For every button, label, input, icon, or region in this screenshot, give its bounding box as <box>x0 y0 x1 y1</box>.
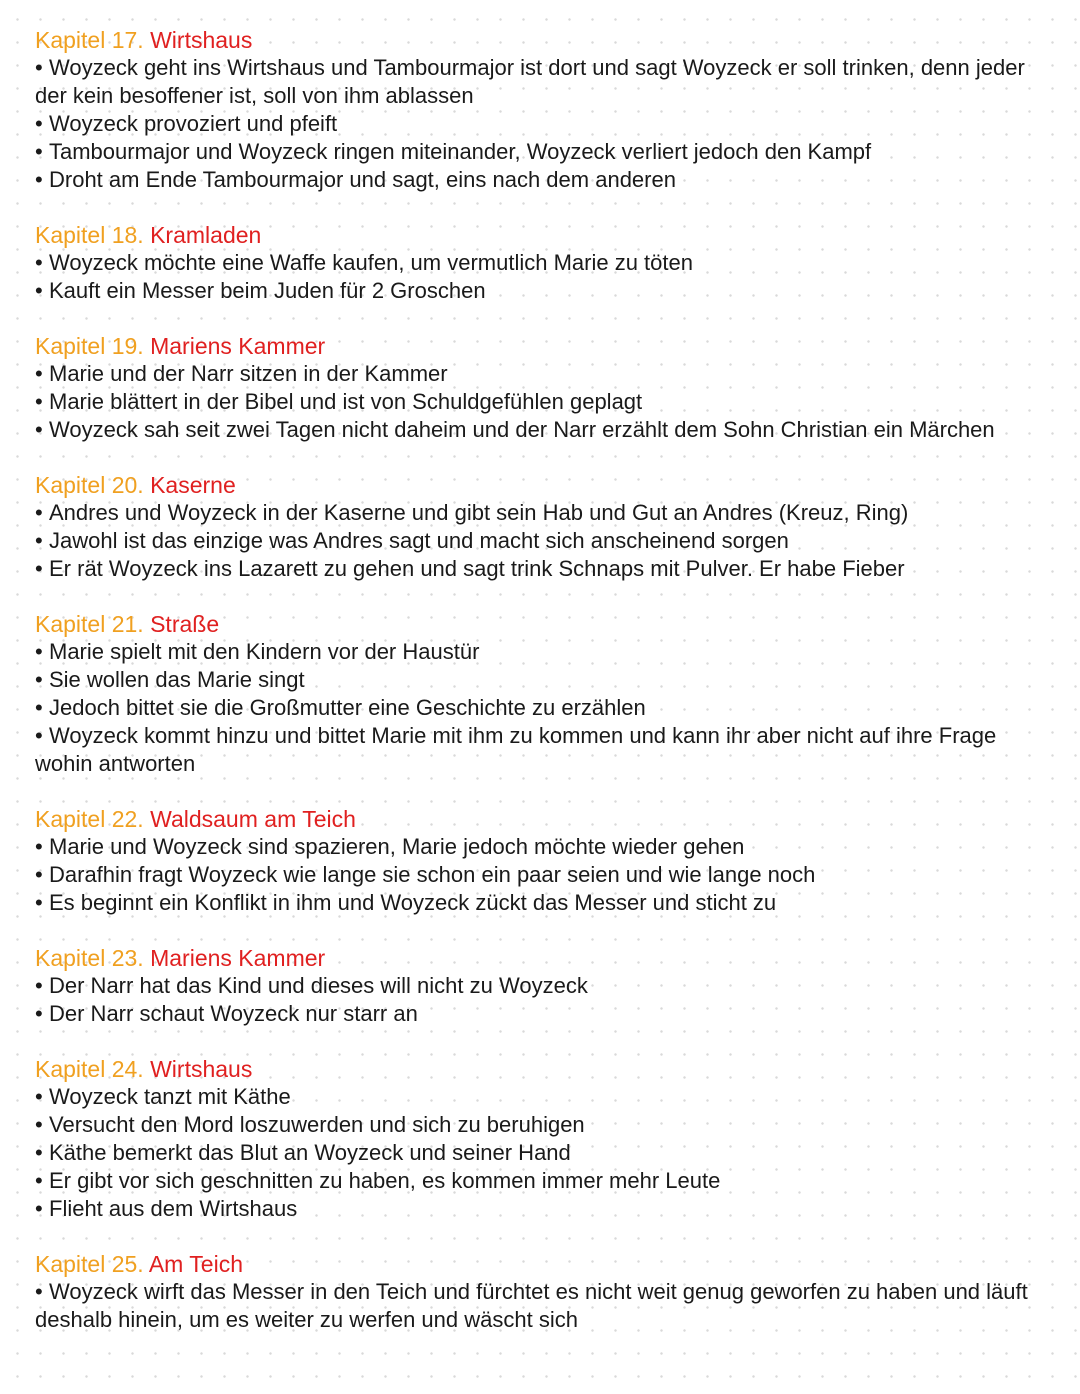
chapter-title: Straße <box>150 611 220 637</box>
bullet-item <box>35 722 1045 778</box>
bullet-item <box>35 638 1045 666</box>
bullet-item <box>35 1083 1045 1111</box>
bullet-item <box>35 833 1045 861</box>
bullet-dot: • <box>35 389 43 414</box>
chapter-title: Mariens Kammer <box>150 333 326 359</box>
bullet-list <box>35 249 1045 305</box>
bullet-dot: • <box>35 695 43 720</box>
chapter-number: Kapitel 23. <box>35 945 144 971</box>
bullet-text: Woyzeck wirft das Messer in den Teich und fürchtet es nicht weit genug geworfen zu haben und läuft deshalb hinein, um es weiter zu werfen und wäscht sich <box>35 1279 1028 1332</box>
bullet-text: Flieht aus dem Wirtshaus <box>49 1196 298 1221</box>
chapter-title: Am Teich <box>148 1251 243 1277</box>
bullet-dot: • <box>35 1001 43 1026</box>
chapter-section <box>35 221 1045 305</box>
bullet-text: Woyzeck geht ins Wirtshaus und Tambourmajor ist dort und sagt Woyzeck er soll trinken, denn jeder der kein besoffener ist, soll von ihm ablassen <box>35 55 1025 108</box>
bullet-dot: • <box>35 1140 43 1165</box>
chapter-section <box>35 332 1045 444</box>
bullet-list <box>35 833 1045 917</box>
bullet-text: Jedoch bittet sie die Großmutter eine Geschichte zu erzählen <box>49 695 646 720</box>
bullet-dot: • <box>35 667 43 692</box>
bullet-text: Der Narr hat das Kind und dieses will nicht zu Woyzeck <box>49 973 588 998</box>
bullet-list <box>35 499 1045 583</box>
bullet-list <box>35 1278 1045 1334</box>
bullet-list <box>35 360 1045 444</box>
chapter-title: Mariens Kammer <box>150 945 326 971</box>
bullet-dot: • <box>35 973 43 998</box>
chapter-heading <box>35 805 1045 833</box>
bullet-item <box>35 1000 1045 1028</box>
chapter-heading <box>35 26 1045 54</box>
bullet-dot: • <box>35 890 43 915</box>
chapter-section <box>35 1250 1045 1334</box>
chapter-section <box>35 944 1045 1028</box>
bullet-item <box>35 666 1045 694</box>
bullet-item <box>35 1167 1045 1195</box>
chapter-number: Kapitel 20. <box>35 472 144 498</box>
bullet-text: Marie und Woyzeck sind spazieren, Marie jedoch möchte wieder gehen <box>49 834 745 859</box>
bullet-dot: • <box>35 862 43 887</box>
bullet-list <box>35 972 1045 1028</box>
bullet-item <box>35 277 1045 305</box>
bullet-text: Woyzeck möchte eine Waffe kaufen, um vermutlich Marie zu töten <box>49 250 693 275</box>
bullet-item <box>35 166 1045 194</box>
chapter-number: Kapitel 22. <box>35 806 144 832</box>
bullet-dot: • <box>35 834 43 859</box>
bullet-item <box>35 249 1045 277</box>
bullet-text: Er rät Woyzeck ins Lazarett zu gehen und sagt trink Schnaps mit Pulver. Er habe Fieber <box>49 556 905 581</box>
chapter-section <box>35 26 1045 194</box>
chapter-heading <box>35 1250 1045 1278</box>
chapter-heading <box>35 944 1045 972</box>
bullet-item <box>35 555 1045 583</box>
bullet-text: Andres und Woyzeck in der Kaserne und gibt sein Hab und Gut an Andres (Kreuz, Ring) <box>49 500 909 525</box>
bullet-text: Marie und der Narr sitzen in der Kammer <box>49 361 448 386</box>
bullet-item <box>35 1278 1045 1334</box>
bullet-dot: • <box>35 139 43 164</box>
bullet-item <box>35 499 1045 527</box>
chapter-heading <box>35 610 1045 638</box>
chapter-heading <box>35 221 1045 249</box>
bullet-dot: • <box>35 1084 43 1109</box>
chapter-title: Wirtshaus <box>150 27 253 53</box>
chapter-section <box>35 610 1045 778</box>
bullet-item <box>35 1139 1045 1167</box>
bullet-item <box>35 360 1045 388</box>
chapter-number: Kapitel 25. <box>35 1251 144 1277</box>
bullet-item <box>35 1111 1045 1139</box>
bullet-text: Es beginnt ein Konflikt in ihm und Woyzeck zückt das Messer und sticht zu <box>49 890 777 915</box>
notes-page <box>35 26 1045 1334</box>
chapter-heading <box>35 471 1045 499</box>
bullet-text: Tambourmajor und Woyzeck ringen miteinander, Woyzeck verliert jedoch den Kampf <box>49 139 872 164</box>
chapter-number: Kapitel 21. <box>35 611 144 637</box>
chapter-heading <box>35 332 1045 360</box>
bullet-dot: • <box>35 111 43 136</box>
chapter-number: Kapitel 17. <box>35 27 144 53</box>
bullet-item <box>35 416 1045 444</box>
chapter-title: Kaserne <box>150 472 236 498</box>
bullet-dot: • <box>35 556 43 581</box>
bullet-dot: • <box>35 500 43 525</box>
bullet-text: Jawohl ist das einzige was Andres sagt und macht sich anscheinend sorgen <box>49 528 789 553</box>
bullet-item <box>35 110 1045 138</box>
bullet-text: Versucht den Mord loszuwerden und sich zu beruhigen <box>49 1112 585 1137</box>
bullet-text: Marie blättert in der Bibel und ist von Schuldgefühlen geplagt <box>49 389 643 414</box>
bullet-dot: • <box>35 417 43 442</box>
bullet-text: Kauft ein Messer beim Juden für 2 Groschen <box>49 278 486 303</box>
bullet-dot: • <box>35 723 43 748</box>
chapter-section <box>35 1055 1045 1223</box>
bullet-dot: • <box>35 250 43 275</box>
bullet-text: Marie spielt mit den Kindern vor der Haustür <box>49 639 480 664</box>
bullet-dot: • <box>35 1196 43 1221</box>
bullet-text: Käthe bemerkt das Blut an Woyzeck und seiner Hand <box>49 1140 571 1165</box>
bullet-text: Darafhin fragt Woyzeck wie lange sie schon ein paar seien und wie lange noch <box>49 862 816 887</box>
bullet-item <box>35 694 1045 722</box>
bullet-item <box>35 527 1045 555</box>
chapter-heading <box>35 1055 1045 1083</box>
chapter-title: Kramladen <box>150 222 262 248</box>
bullet-item <box>35 889 1045 917</box>
bullet-text: Woyzeck sah seit zwei Tagen nicht daheim und der Narr erzählt dem Sohn Christian ein Märchen <box>49 417 995 442</box>
bullet-item <box>35 972 1045 1000</box>
chapter-title: Waldsaum am Teich <box>150 806 356 832</box>
chapter-section <box>35 805 1045 917</box>
bullet-dot: • <box>35 528 43 553</box>
bullet-dot: • <box>35 361 43 386</box>
bullet-item <box>35 138 1045 166</box>
bullet-dot: • <box>35 278 43 303</box>
bullet-dot: • <box>35 1112 43 1137</box>
chapter-number: Kapitel 19. <box>35 333 144 359</box>
bullet-list <box>35 1083 1045 1223</box>
bullet-text: Sie wollen das Marie singt <box>49 667 305 692</box>
bullet-text: Er gibt vor sich geschnitten zu haben, es kommen immer mehr Leute <box>49 1168 721 1193</box>
bullet-item <box>35 388 1045 416</box>
bullet-dot: • <box>35 1279 43 1304</box>
bullet-text: Woyzeck tanzt mit Käthe <box>49 1084 291 1109</box>
chapter-number: Kapitel 24. <box>35 1056 144 1082</box>
bullet-dot: • <box>35 55 43 80</box>
bullet-text: Woyzeck provoziert und pfeift <box>49 111 338 136</box>
bullet-item <box>35 861 1045 889</box>
chapter-title: Wirtshaus <box>150 1056 253 1082</box>
bullet-list <box>35 54 1045 194</box>
bullet-dot: • <box>35 1168 43 1193</box>
bullet-text: Woyzeck kommt hinzu und bittet Marie mit ihm zu kommen und kann ihr aber nicht auf ihre Frage wohin antworten <box>35 723 997 776</box>
bullet-text: Droht am Ende Tambourmajor und sagt, eins nach dem anderen <box>49 167 676 192</box>
chapter-section <box>35 471 1045 583</box>
bullet-dot: • <box>35 639 43 664</box>
chapter-number: Kapitel 18. <box>35 222 144 248</box>
bullet-dot: • <box>35 167 43 192</box>
bullet-text: Der Narr schaut Woyzeck nur starr an <box>49 1001 418 1026</box>
bullet-item <box>35 1195 1045 1223</box>
bullet-list <box>35 638 1045 778</box>
bullet-item <box>35 54 1045 110</box>
